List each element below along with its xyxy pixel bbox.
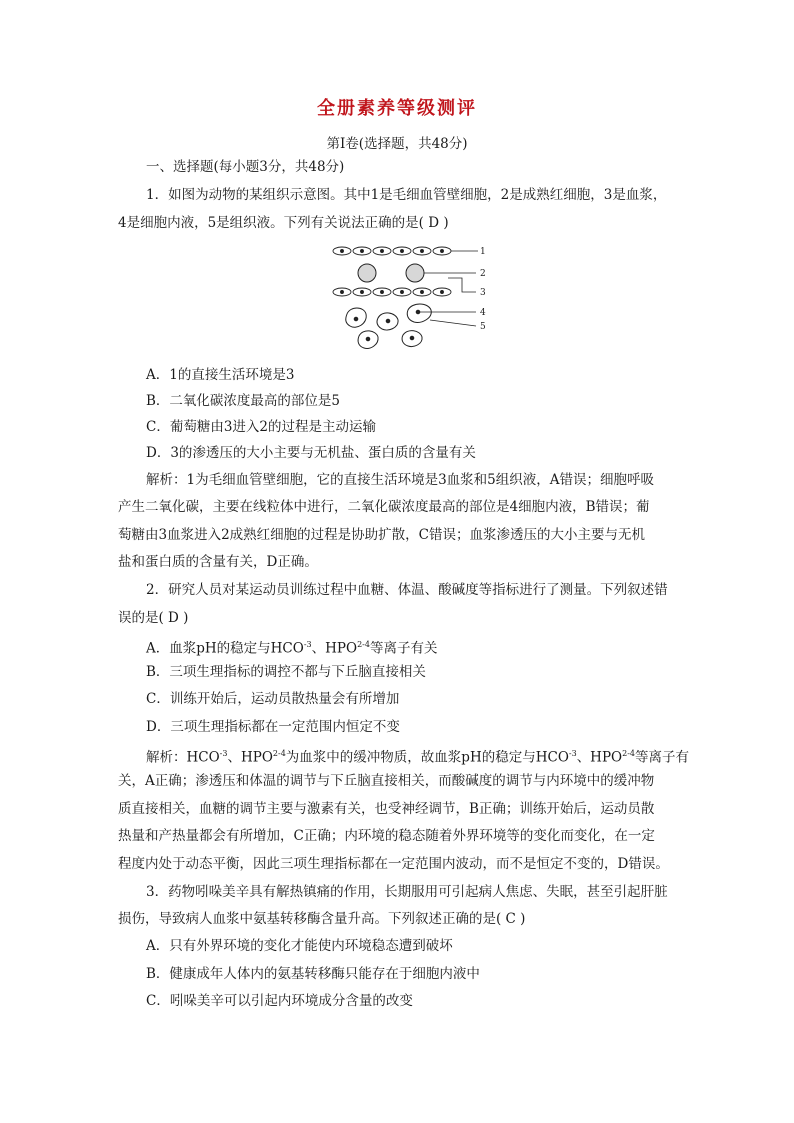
q2-exp-sup-3: -3 — [568, 749, 577, 758]
capillary-wall-bottom — [333, 288, 451, 296]
bicarbonate-charge: -3 — [303, 640, 312, 649]
q1-option-d: D．3的渗透压的大小主要与无机盐、蛋白质的含量有关 — [146, 445, 476, 461]
section-subtitle: 第Ⅰ卷(选择题，共48分) — [326, 136, 468, 152]
label-4: 4 — [480, 308, 486, 318]
q2-exp-text-2: 、HPO — [227, 749, 273, 766]
tissue-diagram — [328, 240, 498, 360]
q1-option-c: C．葡萄糖由3进入2的过程是主动运输 — [146, 419, 377, 435]
q1-explanation-1: 解析：1为毛细血管壁细胞，它的直接生活环境是3血浆和5组织液，A错误；细胞呼吸 — [146, 472, 655, 488]
q3-stem-line-2: 损伤，导致病人血浆中氨基转移酶含量升高。下列叙述正确的是( C ) — [118, 911, 526, 927]
label-1: 1 — [480, 247, 486, 257]
label-2: 2 — [480, 269, 486, 279]
page-title: 全册素养等级测评 — [317, 98, 477, 119]
capillary-wall-top — [333, 247, 451, 255]
q1-explanation-2: 产生二氧化碳，主要在线粒体中进行，二氧化碳浓度最高的部位是4细胞内液，B错误；葡 — [118, 499, 650, 515]
q2-option-a-text-1: A．血浆pH的稳定与HCO — [146, 640, 304, 657]
q2-explanation-3: 质直接相关，血糖的调节主要与激素有关，也受神经调节，B正确；训练开始后，运动员散 — [118, 801, 655, 817]
q3-option-a: A．只有外界环境的变化才能使内环境稳态遭到破坏 — [146, 938, 453, 954]
q2-option-c: C．训练开始后，运动员散热量会有所增加 — [146, 691, 400, 707]
q2-explanation-4: 热量和产热量都会有所增加，C正确；内环境的稳态随着外界环境等的变化而变化，在一定 — [118, 828, 655, 844]
q2-explanation-2: 关，A正确；渗透压和体温的调节与下丘脑直接相关，而酸碱度的调节与内环境中的缓冲物 — [118, 773, 655, 789]
q2-option-a-text-3: 等离子有关 — [369, 640, 438, 657]
q2-exp-sup-1: -3 — [219, 749, 228, 758]
q2-explanation-5: 程度内处于动态平衡，因此三项生理指标都在一定范围内波动，而不是恒定不变的，D错误。 — [118, 856, 669, 872]
q2-exp-sup-4: 2-4 — [622, 749, 636, 758]
q2-option-b: B．三项生理指标的调控不都与下丘脑直接相关 — [146, 664, 426, 680]
q2-option-a-text-2: 、HPO — [311, 640, 358, 657]
red-blood-cells — [358, 264, 424, 282]
q2-option-a — [146, 636, 437, 658]
label-3: 3 — [480, 288, 486, 298]
q2-stem-line-1: 2．研究人员对某运动员训练过程中血糖、体温、酸碱度等指标进行了测量。下列叙述错 — [146, 582, 668, 598]
q2-exp-text-1: 解析：HCO — [146, 749, 220, 766]
q2-option-d: D．三项生理指标都在一定范围内恒定不变 — [146, 719, 400, 735]
q1-explanation-4: 盐和蛋白质的含量有关，D正确。 — [118, 554, 318, 570]
diagram-labels — [480, 247, 486, 332]
q2-exp-text-4: 、HPO — [576, 749, 623, 766]
q1-option-b: B．二氧化碳浓度最高的部位是5 — [146, 393, 341, 409]
q1-stem-line-1: 1．如图为动物的某组织示意图。其中1是毛细血管壁细胞，2是成熟红细胞，3是血浆， — [146, 187, 667, 203]
q1-option-a: A．1的直接生活环境是3 — [146, 367, 295, 383]
q3-option-b: B．健康成年人体内的氨基转移酶只能存在于细胞内液中 — [146, 966, 480, 982]
q3-stem-line-1: 3．药物吲哚美辛具有解热镇痛的作用，长期服用可引起病人焦虑、失眠，甚至引起肝脏 — [146, 884, 668, 900]
tissue-cells — [346, 304, 431, 348]
q2-explanation-1 — [146, 745, 689, 767]
label-5: 5 — [480, 322, 486, 332]
q2-exp-text-3: 为血浆中的缓冲物质，故血浆pH的稳定与HCO — [285, 749, 569, 766]
q1-stem-line-2: 4是细胞内液，5是组织液。下列有关说法正确的是( D ) — [118, 215, 449, 231]
q2-stem-line-2: 误的是( D ) — [118, 610, 189, 626]
q2-exp-text-5: 等离子有 — [635, 749, 690, 766]
q1-explanation-3: 萄糖由3血浆进入2成熟红细胞的过程是协助扩散，C错误；血浆渗透压的大小主要与无机 — [118, 527, 646, 543]
q3-option-c: C．吲哚美辛可以引起内环境成分含量的改变 — [146, 993, 413, 1009]
section-heading: 一、选择题(每小题3分，共48分) — [146, 159, 345, 175]
q2-exp-sup-2: 2-4 — [272, 749, 286, 758]
phosphate-charge: 2-4 — [357, 640, 370, 649]
